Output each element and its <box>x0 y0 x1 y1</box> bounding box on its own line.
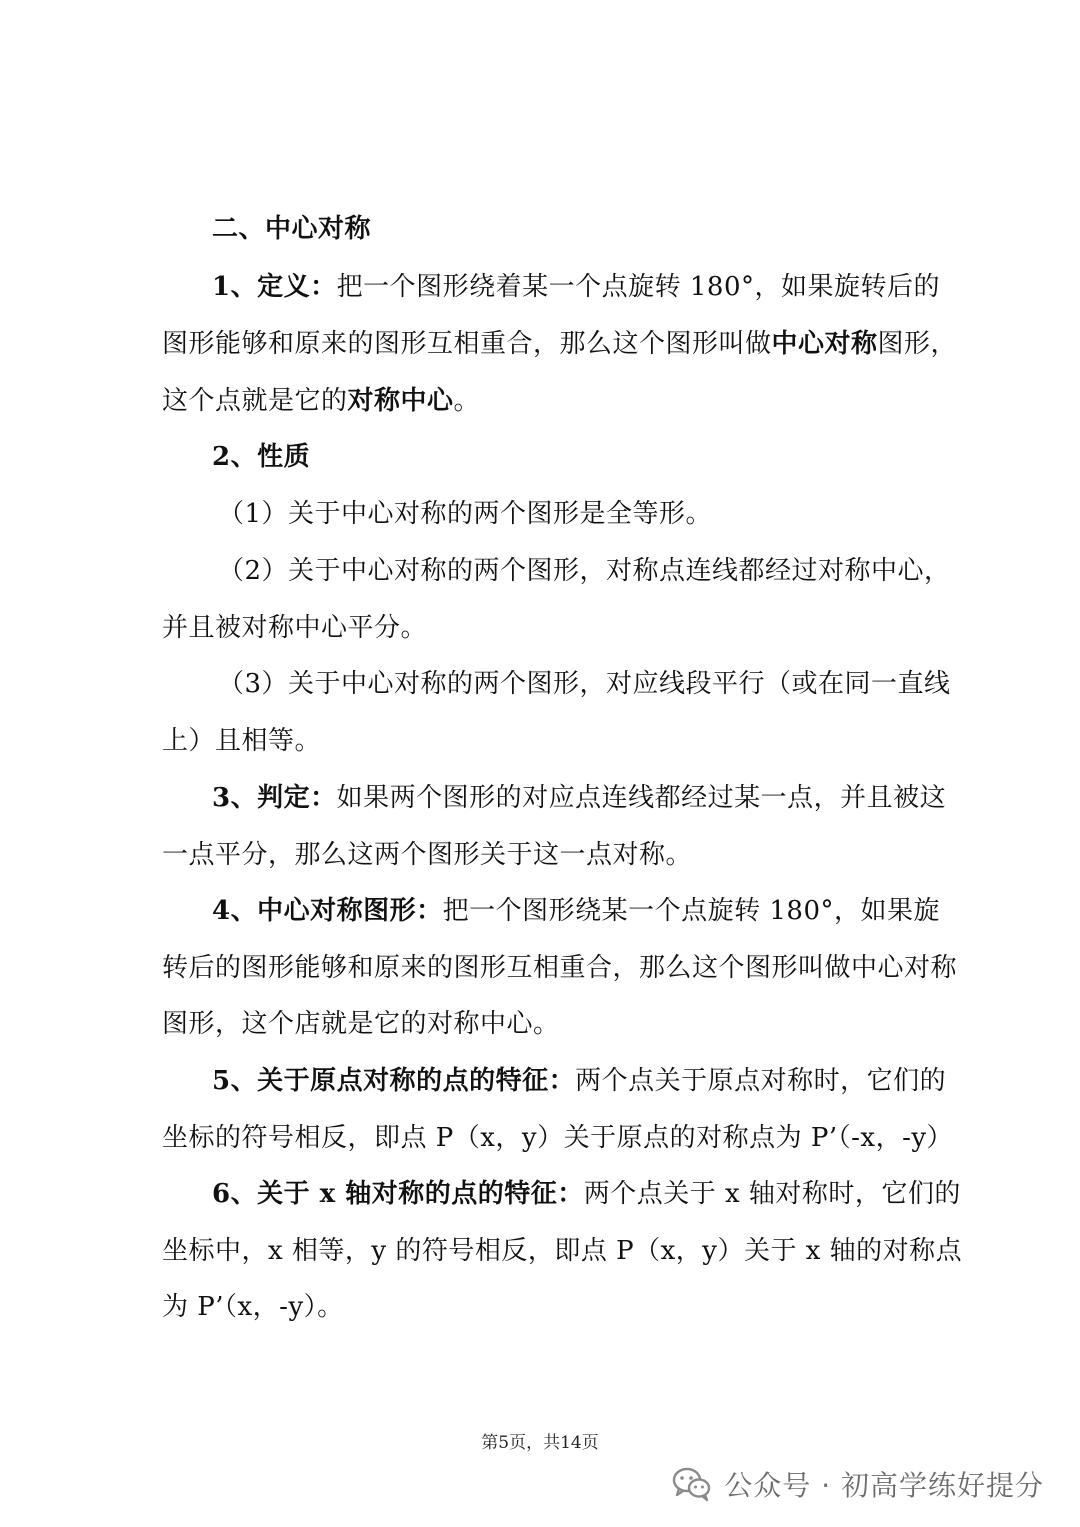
central-figure-colon: ： <box>416 896 443 926</box>
judgement-line-2: 一点平分，那么这两个图形关于这一点对称。 <box>162 840 693 870</box>
origin-symmetry-line-2: 坐标的符号相反，即点 P（x，y）关于原点的对称点为 P’（-x，-y） <box>162 1123 954 1153</box>
definition-text-3a: 这个点就是它的 <box>162 386 348 416</box>
central-figure-line-3: 图形，这个店就是它的对称中心。 <box>162 1009 560 1039</box>
watermark-text: 公众号 · 初高学练好提分 <box>724 1469 1044 1502</box>
origin-symmetry-line-1 <box>212 1064 946 1098</box>
definition-term-central-symmetry: 中心对称 <box>771 329 878 359</box>
x-axis-symmetry-line-3: 为 P’（x，-y）。 <box>162 1292 344 1322</box>
judgement-colon: ： <box>310 783 337 813</box>
definition-heading: 1、定义 <box>212 272 311 302</box>
origin-symmetry-heading: 5、关于原点对称的点的特征 <box>212 1066 549 1096</box>
wechat-icon <box>672 1466 712 1502</box>
central-figure-line-1 <box>212 894 940 928</box>
definition-text-3b: 。 <box>453 386 481 416</box>
property-item-3-line-1: （3）关于中心对称的两个图形，对应线段平行（或在同一直线 <box>218 669 951 699</box>
x-axis-symmetry-heading: 6、关于 x 轴对称的点的特征 <box>212 1179 558 1209</box>
watermark <box>672 1462 1044 1506</box>
property-item-2-line-2: 并且被对称中心平分。 <box>162 613 428 643</box>
definition-text-2a: 图形能够和原来的图形互相重合，那么这个图形叫做 <box>162 329 772 359</box>
definition-text-2b: 图形， <box>877 329 958 359</box>
definition-term-symmetry-center: 对称中心 <box>347 386 454 416</box>
section-title: 二、中心对称 <box>212 214 372 244</box>
property-item-3-line-2: 上）且相等。 <box>162 726 322 756</box>
x-axis-symmetry-line-1 <box>212 1177 961 1211</box>
property-item-2-line-1: （2）关于中心对称的两个图形，对称点连线都经过对称中心， <box>218 556 951 586</box>
definition-line-2 <box>162 327 957 361</box>
x-axis-symmetry-text-1: 两个点关于 x 轴对称时，它们的 <box>583 1179 961 1209</box>
x-axis-symmetry-colon: ： <box>557 1179 584 1209</box>
definition-line-3 <box>162 384 480 418</box>
definition-line-1 <box>212 270 940 304</box>
definition-colon: ： <box>310 272 337 302</box>
judgement-text-1: 如果两个图形的对应点连线都经过某一点，并且被这 <box>336 783 947 813</box>
property-item-1: （1）关于中心对称的两个图形是全等形。 <box>218 499 713 529</box>
x-axis-symmetry-line-2: 坐标中，x 相等，y 的符号相反，即点 P（x，y）关于 x 轴的对称点 <box>162 1236 963 1266</box>
central-figure-heading: 4、中心对称图形 <box>212 896 417 926</box>
origin-symmetry-colon: ： <box>548 1066 576 1096</box>
definition-text-1: 把一个图形绕着某一个点旋转 180°，如果旋转后的 <box>336 272 941 302</box>
central-figure-text-1: 把一个图形绕某一个点旋转 180°，如果旋 <box>442 896 941 926</box>
judgement-line-1 <box>212 781 946 815</box>
page-number: 第5页，共14页 <box>481 1433 599 1453</box>
properties-heading: 2、性质 <box>212 442 311 472</box>
origin-symmetry-text-1: 两个点关于原点对称时，它们的 <box>575 1066 947 1096</box>
judgement-heading: 3、判定 <box>212 783 311 813</box>
central-figure-line-2: 转后的图形能够和原来的图形互相重合，那么这个图形叫做中心对称 <box>162 953 958 983</box>
